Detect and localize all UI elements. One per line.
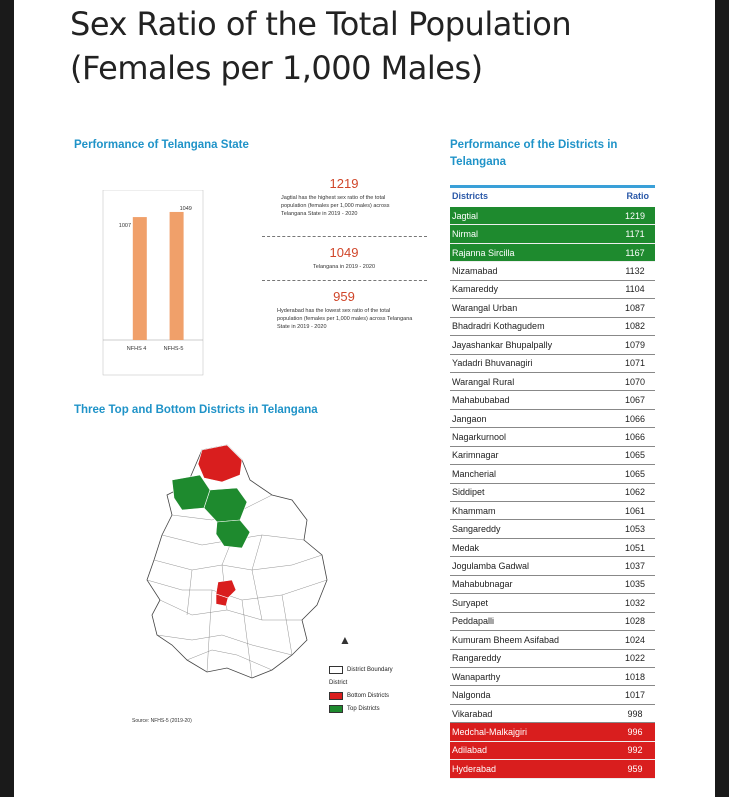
table-row <box>450 355 655 373</box>
table-row <box>450 391 655 409</box>
stat-highest <box>259 176 429 218</box>
district-name: Warangal Rural <box>452 376 515 387</box>
district-ratio: 1066 <box>624 431 646 442</box>
table-row <box>450 281 655 299</box>
map-source: Source: NFHS-5 (2019-20) <box>132 718 192 724</box>
stat-highest-note: Jagtial has the highest sex ratio of the total population (females per 1,000 males) across Telangana State in 2019 - 2020 <box>281 195 390 217</box>
district-name: Yadadri Bhuvanagiri <box>452 358 533 369</box>
district-name: Siddipet <box>452 487 485 498</box>
district-ratio: 1017 <box>624 690 646 701</box>
table-row <box>450 225 655 243</box>
bar-value-label-1: 1049 <box>179 205 192 212</box>
district-ratio: 1037 <box>624 561 646 572</box>
legend-bottom <box>329 689 393 702</box>
table-header-row <box>450 191 655 207</box>
table-row <box>450 576 655 594</box>
table-row <box>450 742 655 760</box>
stat-highest-value: 1219 <box>329 176 359 191</box>
col-header-districts: Districts <box>452 191 489 201</box>
district-ratio: 1219 <box>624 210 646 221</box>
legend-bottom-label: Bottom Districts <box>347 692 390 699</box>
district-name: Suryapet <box>452 597 489 608</box>
district-name: Jayashankar Bhupalpally <box>452 339 553 350</box>
legend-district-heading <box>329 676 393 689</box>
district-ratio: 1065 <box>624 450 646 461</box>
table-row <box>450 428 655 446</box>
district-name: Rajanna Sircilla <box>452 247 515 258</box>
table-row <box>450 410 655 428</box>
legend-top-swatch <box>329 705 343 713</box>
table-row <box>450 686 655 704</box>
table-row <box>450 502 655 520</box>
district-name: Karimnagar <box>452 450 499 461</box>
bar-value-label-0: 1007 <box>118 223 132 230</box>
map-legend <box>329 663 393 715</box>
table-row <box>450 594 655 612</box>
district-ratio: 1167 <box>625 247 645 258</box>
legend-top-label: Top Districts <box>347 705 380 712</box>
table-row <box>450 613 655 631</box>
map-bottom-district-adilabad <box>198 445 242 482</box>
district-ratio: 996 <box>627 726 643 737</box>
legend-bottom-swatch <box>329 692 343 700</box>
district-ratio: 1067 <box>624 395 646 406</box>
state-section-heading: Performance of Telangana State <box>74 139 249 151</box>
district-name: Nalgonda <box>452 690 491 701</box>
table-top-rule <box>450 185 655 188</box>
district-ratio: 1171 <box>625 229 645 240</box>
bar-chart-svg <box>88 190 208 380</box>
district-name: Hyderabad <box>452 763 497 774</box>
district-name: Jangaon <box>452 413 487 424</box>
district-ratio: 1087 <box>624 302 646 313</box>
district-ratio: 998 <box>627 708 643 719</box>
col-header-ratio: Ratio <box>626 191 649 201</box>
district-table <box>450 207 655 779</box>
district-name: Mahabubnagar <box>452 579 513 590</box>
table-row <box>450 520 655 538</box>
district-name: Medchal-Malkajgiri <box>452 726 528 737</box>
district-heading-line-2: Telangana <box>450 156 507 168</box>
legend-boundary-swatch <box>329 666 343 674</box>
district-name: Nizamabad <box>452 266 498 277</box>
district-ratio: 1104 <box>625 284 645 295</box>
infographic-page <box>14 0 715 797</box>
stat-state <box>259 245 429 271</box>
district-ratio: 1028 <box>624 616 646 627</box>
district-name: Vikarabad <box>452 708 493 719</box>
stat-lowest-note: Hyderabad has the lowest sex ratio of the total population (females per 1,000 males) across Telangana State in 2019 - 2020 <box>277 308 413 330</box>
table-row <box>450 650 655 668</box>
district-ratio: 1018 <box>624 671 646 682</box>
district-name: Khammam <box>452 505 496 516</box>
district-ratio: 1024 <box>624 634 646 645</box>
table-row <box>450 336 655 354</box>
district-ratio: 1061 <box>624 505 646 516</box>
bar-category-label-0: NFHS 4 <box>126 346 147 352</box>
state-bar-chart <box>88 190 208 380</box>
table-row <box>450 207 655 225</box>
district-ratio: 1065 <box>624 468 646 479</box>
district-name: Warangal Urban <box>452 302 518 313</box>
district-ratio: 1022 <box>624 653 646 664</box>
table-row <box>450 539 655 557</box>
district-name: Kumuram Bheem Asifabad <box>452 634 560 645</box>
bar-1 <box>170 212 184 340</box>
district-name: Jogulamba Gadwal <box>452 561 530 572</box>
table-row <box>450 668 655 686</box>
district-section-heading <box>450 137 660 171</box>
table-row <box>450 723 655 741</box>
district-ratio: 1066 <box>624 413 646 424</box>
title-line-2: (Females per 1,000 Males) <box>70 49 483 87</box>
map-svg <box>132 440 332 690</box>
district-name: Rangareddy <box>452 653 502 664</box>
legend-boundary-label: District Boundary <box>347 666 393 673</box>
table-row <box>450 318 655 336</box>
district-name: Bhadradri Kothagudem <box>452 321 545 332</box>
district-name: Medak <box>452 542 480 553</box>
district-heading-line-1: Performance of the Districts in <box>450 139 618 151</box>
district-name: Mahabubabad <box>452 395 510 406</box>
district-ratio: 1071 <box>624 358 646 369</box>
stat-lowest-value: 959 <box>333 289 355 304</box>
table-row <box>450 705 655 723</box>
district-ratio: 1082 <box>624 321 646 332</box>
district-name: Kamareddy <box>452 284 499 295</box>
stat-lowest <box>259 289 429 331</box>
legend-boundary <box>329 663 393 676</box>
bar-chart-frame <box>103 190 203 375</box>
district-name: Wanaparthy <box>452 671 501 682</box>
district-ratio: 1051 <box>624 542 646 553</box>
district-name: Adilabad <box>452 745 488 756</box>
divider-2 <box>262 280 427 281</box>
district-name: Sangareddy <box>452 524 501 535</box>
table-row <box>450 373 655 391</box>
bar-category-label-1: NFHS-5 <box>163 346 184 352</box>
district-ratio: 1079 <box>624 339 646 350</box>
table-row <box>450 299 655 317</box>
district-ratio: 1132 <box>625 266 645 277</box>
divider-1 <box>262 236 427 237</box>
table-row <box>450 760 655 778</box>
district-ratio: 1032 <box>624 597 646 608</box>
table-row <box>450 244 655 262</box>
page-title <box>70 2 670 90</box>
district-name: Peddapalli <box>452 616 495 627</box>
district-ratio: 1053 <box>624 524 646 535</box>
stat-state-note: Telangana in 2019 - 2020 <box>312 264 376 270</box>
table-row <box>450 465 655 483</box>
stat-state-value: 1049 <box>329 245 359 260</box>
telangana-map <box>132 440 332 690</box>
district-ratio: 992 <box>627 745 643 756</box>
district-name: Jagtial <box>452 210 479 221</box>
table-row <box>450 557 655 575</box>
title-line-1: Sex Ratio of the Total Population <box>70 5 572 43</box>
district-name: Nagarkurnool <box>452 431 507 442</box>
district-name: Nirmal <box>452 229 478 240</box>
table-row <box>450 262 655 280</box>
map-section-heading: Three Top and Bottom Districts in Telangana <box>74 404 318 416</box>
legend-district-label: District <box>329 679 348 686</box>
table-row <box>450 484 655 502</box>
north-arrow-icon: ▲ <box>339 633 351 647</box>
district-ratio: 1062 <box>624 487 646 498</box>
district-ratio: 959 <box>627 763 643 774</box>
table-row <box>450 447 655 465</box>
table-row <box>450 631 655 649</box>
bar-0 <box>133 217 147 340</box>
district-name: Mancherial <box>452 468 497 479</box>
district-ratio: 1035 <box>624 579 646 590</box>
district-ratio: 1070 <box>624 376 646 387</box>
legend-top <box>329 702 393 715</box>
